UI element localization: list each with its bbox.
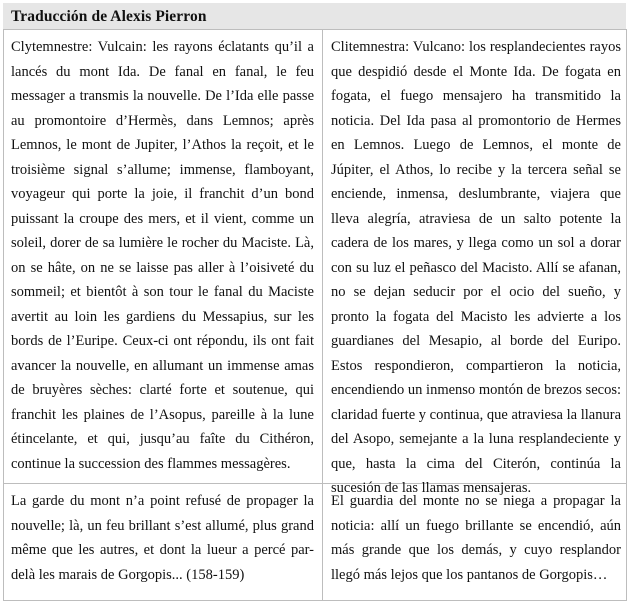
french-passage-2: La garde du mont n’a point refusé de propager la nouvelle; là, un feu brillant s’est allumé, plus grand même que les autres, et dont la lueur a percé par-delà les marais de Gorgopis... (158-159) — [11, 493, 314, 583]
translation-table — [3, 29, 627, 601]
translator-title: Traducción de Alexis Pierron — [11, 8, 207, 25]
row-divider-left — [4, 483, 322, 484]
column-divider — [322, 30, 323, 600]
spanish-passage-1: Clitemnestra: Vulcano: los resplandecientes rayos que despidió desde el Monte Ida. De fogata en fogata, el fuego mensajero ha transmitido la noticia. Del Ida pasa al promontorio de Hermes en Lemnos. Luego de Lemnos, el monte de Júpiter, el Athos, lo recibe y la tercera señal se enciende, inmensa, deslumbrante, viajera que lleva alegría, atraviesa de un salto potente la cadera de los mares, y llega como un sol a dorar con su luz el peñasco del Macisto. Allí se afanan, no se dejan seducir por el ocio del sueño, y pronto la fogata del Macisto les advierte a los guardianes del Mesapio, al borde del Euripo. Estos respondieron, compartieron la noticia, encendiendo un inmenso montón de brezos secos: claridad fuerte y continua, que atraviesa la llanura del Asopo, semejante a la luna resplandeciente y que, hasta la cima del Citerón, continúa la sucesión de las llamas mensajeras. — [331, 39, 621, 496]
spanish-passage-2: El guardia del monte no se niega a propagar la noticia: allí un fuego brillante se encendió, aún más grande que los demás, y cuyo resplandor llegó más lejos que los pantanos de Gorgopis… — [331, 493, 621, 583]
table-header — [3, 3, 626, 29]
french-passage-1: Clytemnestre: Vulcain: les rayons éclatants qu’il a lancés du mont Ida. De fanal en fanal, le feu messager a transmis la nouvelle. De l’Ida elle passe au promontoire d’Hermès, dans Lemnos; après Lemnos, le mont de Jupiter, l’Athos la reçoit, et le troisième signal s’allume; immense, flamboyant, voyageur qui porte la joie, il franchit d’un bond puissant la croupe des mers, et il vient, comme un soleil, dorer de sa lumière le rocher du Maciste. Là, on se hâte, on ne se laisse pas aller à l’oisiveté du sommeil; et bientôt à son tour le fanal du Maciste avertit au loin les gardiens du Messapius, sur les bords de l’Euripe. Ceux-ci ont répondu, ils ont fait avancer la nouvelle, en allumant un immense amas de bruyères sèches: clarté forte et soutenue, qui franchit les plaines de l’Asopus, pareille à la lune étincelante, et qui, jusqu’au faîte du Cithéron, continue la succession des flammes messagères. — [11, 39, 314, 472]
